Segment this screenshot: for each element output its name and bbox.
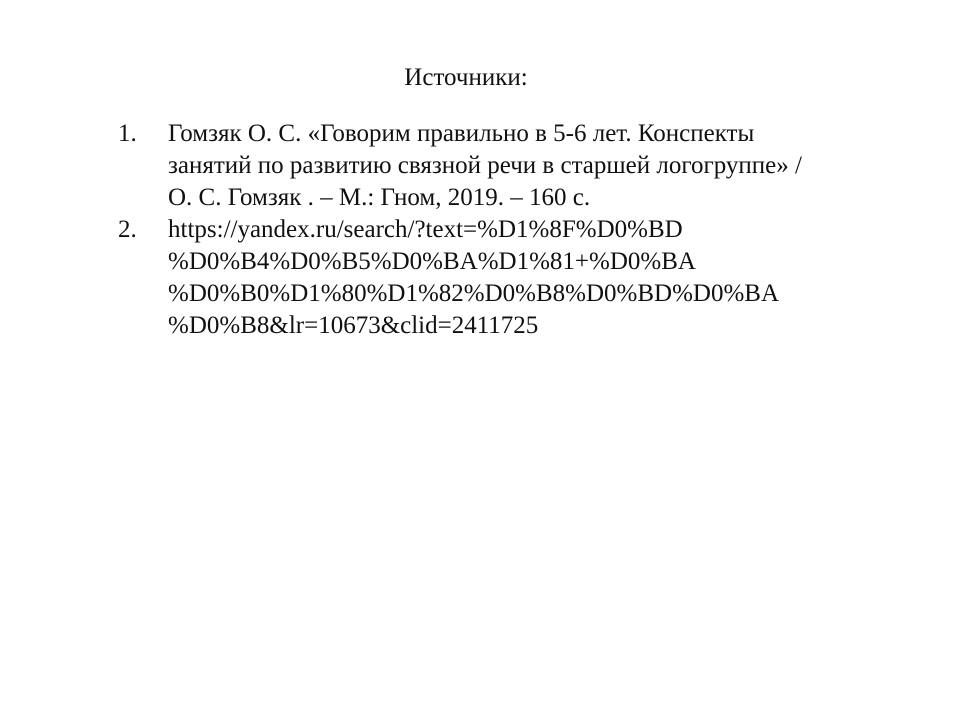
source-link-line: %D0%B8&lr=10673&clid=2411725	[168, 312, 539, 339]
page-title: Источники:	[404, 64, 528, 91]
sources-list	[118, 118, 858, 342]
source-text-line: О. С. Гомзяк . – М.: Гном, 2019. – 160 с.	[168, 184, 591, 211]
source-number: 1.	[118, 120, 137, 147]
source-text-line: Гомзяк О. С. «Говорим правильно в 5-6 лет. Конспекты	[168, 120, 755, 147]
source-link-line: https://yandex.ru/search/?text=%D1%8F%D0%BD	[168, 216, 683, 243]
source-text-line: занятий по развитию связной речи в старшей логогруппе» /	[168, 152, 802, 179]
source-link-line: %D0%B4%D0%B5%D0%BA%D1%81+%D0%BA	[168, 248, 696, 275]
source-number: 2.	[118, 216, 137, 243]
source-link-line: %D0%B0%D1%80%D1%82%D0%B8%D0%BD%D0%BA	[168, 280, 780, 307]
source-item-1	[118, 118, 858, 214]
source-item-2	[118, 214, 858, 342]
